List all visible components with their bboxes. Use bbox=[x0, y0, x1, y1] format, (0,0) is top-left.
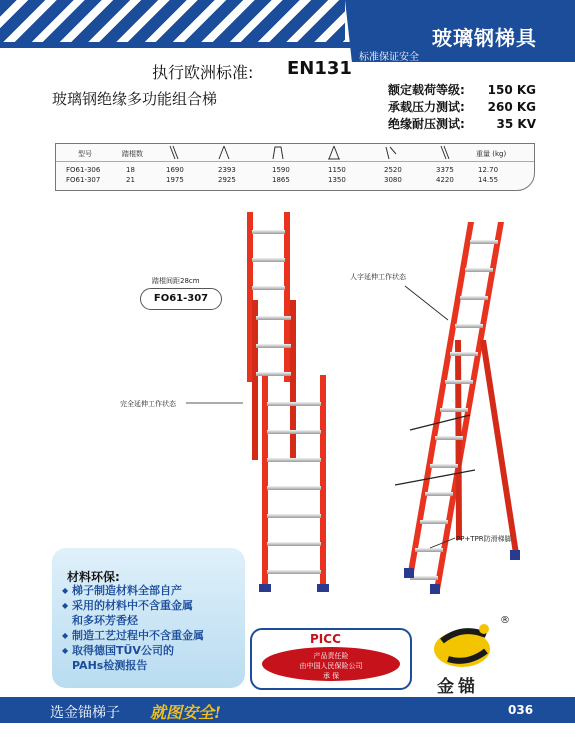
spec-list bbox=[388, 82, 536, 133]
spec-row: 绝缘耐压测试: 35 KV bbox=[388, 117, 536, 131]
arch-height-icon bbox=[270, 145, 286, 160]
list-item: 和多环芳香烃 bbox=[72, 614, 138, 627]
table-cell: 14.55 bbox=[478, 176, 499, 184]
model-bubble: FO61-307 bbox=[140, 288, 222, 310]
table-cell: 4220 bbox=[436, 176, 454, 184]
product-name: 玻璃钢绝缘多功能组合梯 bbox=[52, 90, 218, 108]
registered-mark: ® bbox=[500, 615, 510, 626]
col-model: 型号 bbox=[78, 150, 92, 158]
anchor-logo-icon bbox=[428, 615, 508, 675]
picc-line: 由中国人民保险公司 bbox=[299, 662, 363, 670]
list-item: PAHs检测报告 bbox=[72, 659, 148, 672]
footer-slogan: 就图安全! bbox=[150, 703, 222, 722]
materials-list bbox=[62, 583, 242, 673]
ladder-height-1-icon bbox=[166, 145, 182, 160]
table-header bbox=[56, 144, 534, 162]
header-stripes bbox=[0, 0, 345, 42]
rung-spacing-note: 踏棍间距28cm bbox=[152, 277, 200, 285]
full-state-label: 完全延伸工作状态 bbox=[120, 400, 176, 408]
materials-title: 材料环保: bbox=[67, 570, 120, 584]
full-length-icon bbox=[436, 145, 452, 160]
spec-row: 额定载荷等级: 150 KG bbox=[388, 83, 536, 97]
picc-line: 承 保 bbox=[322, 672, 340, 680]
table-cell: 3375 bbox=[436, 166, 454, 174]
table-cell: 1865 bbox=[272, 176, 290, 184]
table-cell: 1690 bbox=[166, 166, 184, 174]
brand-name: 金锚 bbox=[437, 677, 479, 697]
feet-label: PP+TPR防滑梯脚 bbox=[456, 535, 512, 543]
extended-ladder bbox=[247, 212, 329, 592]
col-weight: 重量 (kg) bbox=[476, 150, 507, 158]
list-item: ◆ 采用的材料中不含重金属 bbox=[62, 598, 242, 613]
table-cell: 1350 bbox=[328, 176, 346, 184]
table-cell: 2925 bbox=[218, 176, 236, 184]
table-cell: 1975 bbox=[166, 176, 184, 184]
table-cell: 1150 bbox=[328, 166, 346, 174]
page-subtitle: 标准保证安全 bbox=[359, 52, 419, 63]
page-number: 036 bbox=[508, 703, 534, 717]
a-frame-width-icon bbox=[326, 145, 342, 160]
extended-height-icon bbox=[382, 145, 398, 160]
list-item: ◆ 制造工艺过程中不含重金属 bbox=[62, 628, 242, 643]
spec-table bbox=[55, 143, 535, 191]
footer-text: 选金锚梯子 bbox=[50, 705, 120, 721]
table-cell: FO61-307 bbox=[66, 176, 101, 184]
standard-code: EN131 bbox=[287, 58, 352, 79]
table-cell: 2393 bbox=[218, 166, 236, 174]
table-cell: 1590 bbox=[272, 166, 290, 174]
a-frame-state-label: 人字延伸工作状态 bbox=[350, 273, 406, 281]
list-item: ◆ 取得德国TÜV公司的 bbox=[62, 643, 242, 658]
page-title: 玻璃钢梯具 bbox=[432, 26, 537, 50]
table-cell: 21 bbox=[126, 176, 135, 184]
picc-line: 产品责任险 bbox=[313, 652, 349, 660]
table-cell: 12.70 bbox=[478, 166, 499, 174]
table-cell: 18 bbox=[126, 166, 135, 174]
table-cell: 3080 bbox=[384, 176, 402, 184]
a-frame-height-icon bbox=[216, 145, 232, 160]
standard-label: 执行欧洲标准: bbox=[152, 63, 254, 82]
table-cell: 2520 bbox=[384, 166, 402, 174]
spec-row: 承载压力测试: 260 KG bbox=[388, 100, 536, 114]
picc-title: PICC bbox=[310, 632, 341, 646]
list-item: ◆ 梯子制造材料全部自产 bbox=[62, 583, 242, 598]
table-cell: FO61-306 bbox=[66, 166, 101, 174]
col-rungs: 踏棍数 bbox=[122, 150, 143, 158]
